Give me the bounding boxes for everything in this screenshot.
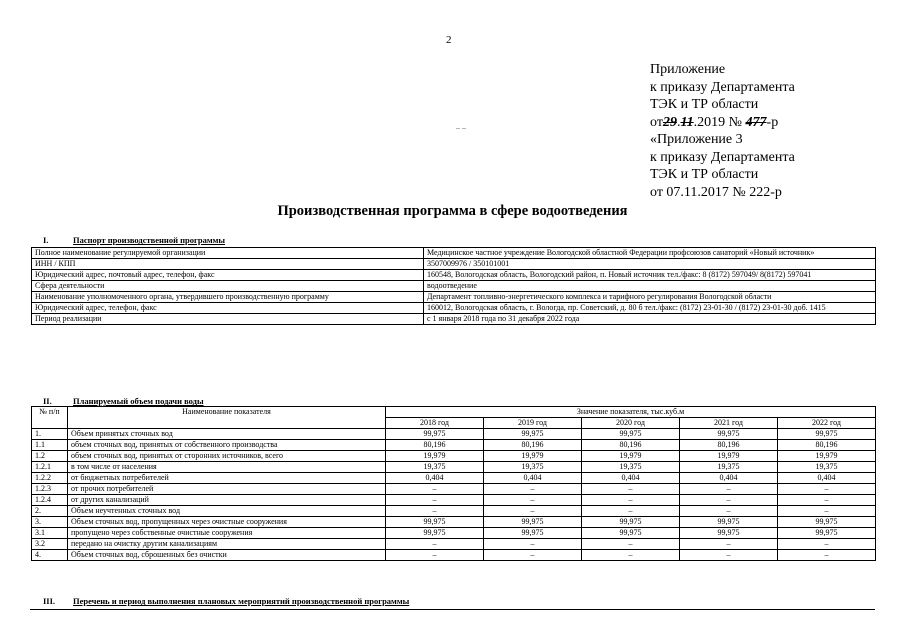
section-title: Паспорт производственной программы — [73, 235, 226, 245]
row-value: – — [386, 495, 484, 506]
row-value: 99,975 — [582, 429, 680, 440]
row-name: объем сточных вод, принятых от собственного производства — [68, 440, 386, 451]
passport-label: Юридический адрес, почтовый адрес, телефон, факс — [32, 270, 424, 281]
row-value: 99,975 — [484, 528, 582, 539]
passport-value: 3507009976 / 350101001 — [424, 259, 876, 270]
row-name: Объем сточных вод, пропущенных через очистные сооружения — [68, 517, 386, 528]
volume-table — [31, 406, 876, 561]
row-number: 1.1 — [32, 440, 68, 451]
row-value: – — [484, 506, 582, 517]
row-value: – — [582, 550, 680, 561]
table-row — [32, 539, 876, 550]
row-value: 99,975 — [778, 517, 876, 528]
row-value: 80,196 — [582, 440, 680, 451]
handwritten-order-number: 477 — [745, 114, 767, 130]
section-3-heading — [43, 596, 409, 606]
date-year: .2019 № — [693, 114, 743, 130]
year-header: 2022 год — [778, 418, 876, 429]
row-value: 99,975 — [582, 517, 680, 528]
row-name: Объем сточных вод, сброшенных без очистки — [68, 550, 386, 561]
col-header-values: Значение показателя, тыс.куб.м — [386, 407, 876, 418]
row-value: 0,404 — [582, 473, 680, 484]
table-row — [32, 495, 876, 506]
row-number: 1.2.1 — [32, 462, 68, 473]
row-name: от других канализаций — [68, 495, 386, 506]
row-number: 3.1 — [32, 528, 68, 539]
row-value: 99,975 — [386, 517, 484, 528]
row-value: – — [680, 484, 778, 495]
passport-row — [32, 314, 876, 325]
row-value: 0,404 — [680, 473, 778, 484]
row-value: – — [582, 495, 680, 506]
row-name: передано на очистку другим канализациям — [68, 539, 386, 550]
row-number: 1.2.3 — [32, 484, 68, 495]
section-title: Перечень и период выполнения плановых мероприятий производственной программы — [73, 596, 410, 606]
volume-body — [32, 429, 876, 561]
row-number: 1.2 — [32, 451, 68, 462]
passport-label: Наименование уполномоченного органа, утвердившего производственную программу — [32, 292, 424, 303]
table-row — [32, 517, 876, 528]
row-value: – — [484, 539, 582, 550]
passport-label: Сфера деятельности — [32, 281, 424, 292]
row-value: – — [484, 550, 582, 561]
date-prefix: от — [650, 114, 663, 130]
row-value: – — [582, 539, 680, 550]
row-number: 1.2.2 — [32, 473, 68, 484]
row-value: – — [386, 539, 484, 550]
table-top-rule — [30, 609, 875, 610]
row-value: 19,375 — [386, 462, 484, 473]
row-value: 80,196 — [484, 440, 582, 451]
row-value: – — [680, 550, 778, 561]
row-name: объем сточных вод, принятых от сторонних источников, всего — [68, 451, 386, 462]
row-value: – — [680, 539, 778, 550]
passport-row — [32, 292, 876, 303]
row-value: 99,975 — [680, 528, 778, 539]
passport-row — [32, 270, 876, 281]
row-value: 99,975 — [582, 528, 680, 539]
row-value: 0,404 — [778, 473, 876, 484]
row-value: – — [386, 506, 484, 517]
col-header-number: № п/п — [32, 407, 68, 429]
row-value: 99,975 — [778, 429, 876, 440]
table-row — [32, 462, 876, 473]
appendix-line: к приказу Департамента — [650, 79, 795, 95]
row-value: 19,375 — [778, 462, 876, 473]
row-value: – — [484, 495, 582, 506]
row-value: 0,404 — [386, 473, 484, 484]
row-value: 99,975 — [680, 429, 778, 440]
row-value: – — [484, 484, 582, 495]
appendix-line: ТЭК и ТР области — [650, 167, 759, 182]
section-1-heading — [43, 235, 225, 245]
year-header: 2021 год — [680, 418, 778, 429]
row-number: 4. — [32, 550, 68, 561]
passport-value: с 1 января 2018 года по 31 декабря 2022 года — [424, 314, 876, 325]
passport-value: 160012, Вологодская область, г. Вологда, пр. Советский, д. 80 б тел./факс: (8172) 23-01-30 / (8172) 23-01-30 доб. 1415 — [424, 303, 876, 314]
table-row — [32, 473, 876, 484]
row-value: 19,979 — [778, 451, 876, 462]
row-value: 99,975 — [386, 429, 484, 440]
row-value: 99,975 — [778, 528, 876, 539]
row-name: пропущено через собственные очистные сооружения — [68, 528, 386, 539]
scan-mark: – – — [456, 123, 466, 132]
appendix-line: «Приложение 3 — [650, 132, 743, 147]
row-value: 99,975 — [680, 517, 778, 528]
row-value: 80,196 — [386, 440, 484, 451]
row-value: – — [778, 484, 876, 495]
passport-label: Юридический адрес, телефон, факс — [32, 303, 424, 314]
passport-table — [31, 247, 876, 325]
passport-body — [32, 248, 876, 325]
passport-value: Медицинское частное учреждение Вологодской областной Федерации профсоюзов санаторий «Новый источник» — [424, 248, 876, 259]
appendix-line: к приказу Департамента — [650, 149, 795, 165]
row-name: Объем принятых сточных вод — [68, 429, 386, 440]
row-value: – — [778, 539, 876, 550]
row-number: 3. — [32, 517, 68, 528]
table-row — [32, 451, 876, 462]
row-name: в том числе от населения — [68, 462, 386, 473]
passport-value: водоотведение — [424, 281, 876, 292]
table-row — [32, 429, 876, 440]
table-row — [32, 528, 876, 539]
row-name: Объем неучтенных сточных вод — [68, 506, 386, 517]
passport-value: Департамент топливно-энергетического комплекса и тарифного регулирования Вологодской области — [424, 292, 876, 303]
passport-label: ИНН / КПП — [32, 259, 424, 270]
table-row — [32, 550, 876, 561]
passport-label: Период реализации — [32, 314, 424, 325]
row-value: – — [778, 506, 876, 517]
row-value: – — [778, 495, 876, 506]
row-value: 99,975 — [484, 517, 582, 528]
row-value: – — [386, 550, 484, 561]
col-header-name: Наименование показателя — [68, 407, 386, 429]
row-value: 19,375 — [680, 462, 778, 473]
row-number: 1.2.4 — [32, 495, 68, 506]
row-value: 0,404 — [484, 473, 582, 484]
row-value: 99,975 — [386, 528, 484, 539]
row-value: 80,196 — [680, 440, 778, 451]
row-number: 2. — [32, 506, 68, 517]
row-value: – — [680, 495, 778, 506]
handwritten-month: 11 — [680, 114, 694, 130]
row-value: – — [582, 484, 680, 495]
appendix-line: от 07.11.2017 № 222-р — [650, 184, 782, 200]
passport-value: 160548, Вологодская область, Вологодский район, п. Новый источник тел./факс: 8 (8172) 597049/ 8(8172) 597041 — [424, 270, 876, 281]
section-title: Планируемый объем подачи воды — [73, 396, 204, 406]
table-row — [32, 484, 876, 495]
passport-row — [32, 303, 876, 314]
passport-label: Полное наименование регулируемой организации — [32, 248, 424, 259]
row-value: – — [778, 550, 876, 561]
year-header: 2018 год — [386, 418, 484, 429]
section-number: II. — [43, 396, 52, 406]
row-number: 1. — [32, 429, 68, 440]
row-value: 19,375 — [484, 462, 582, 473]
section-number: I. — [43, 235, 49, 245]
row-name: от прочих потребителей — [68, 484, 386, 495]
year-header: 2020 год — [582, 418, 680, 429]
document-title: Производственная программа в сфере водоотведения — [277, 203, 628, 219]
row-name: от бюджетных потребителей — [68, 473, 386, 484]
section-number: III. — [43, 596, 56, 606]
order-suffix: -р — [766, 114, 779, 130]
row-number: 3.2 — [32, 539, 68, 550]
row-value: 80,196 — [778, 440, 876, 451]
appendix-block — [650, 61, 795, 201]
row-value: 19,375 — [582, 462, 680, 473]
row-value: – — [386, 484, 484, 495]
passport-row — [32, 248, 876, 259]
section-2-heading — [43, 396, 204, 406]
table-row — [32, 440, 876, 451]
appendix-line: ТЭК и ТР области — [650, 97, 759, 112]
row-value: 19,979 — [582, 451, 680, 462]
row-value: 19,979 — [484, 451, 582, 462]
row-value: 99,975 — [484, 429, 582, 440]
row-value: 19,979 — [386, 451, 484, 462]
passport-row — [32, 259, 876, 270]
appendix-line: Приложение — [650, 62, 726, 77]
passport-row — [32, 281, 876, 292]
appendix-date-line: от29.11.2019 № 477-р — [650, 114, 779, 130]
table-row — [32, 506, 876, 517]
page-number: 2 — [446, 34, 452, 46]
row-value: – — [680, 506, 778, 517]
row-value: 19,979 — [680, 451, 778, 462]
row-value: – — [582, 506, 680, 517]
handwritten-day: 29 — [662, 114, 677, 130]
year-header: 2019 год — [484, 418, 582, 429]
